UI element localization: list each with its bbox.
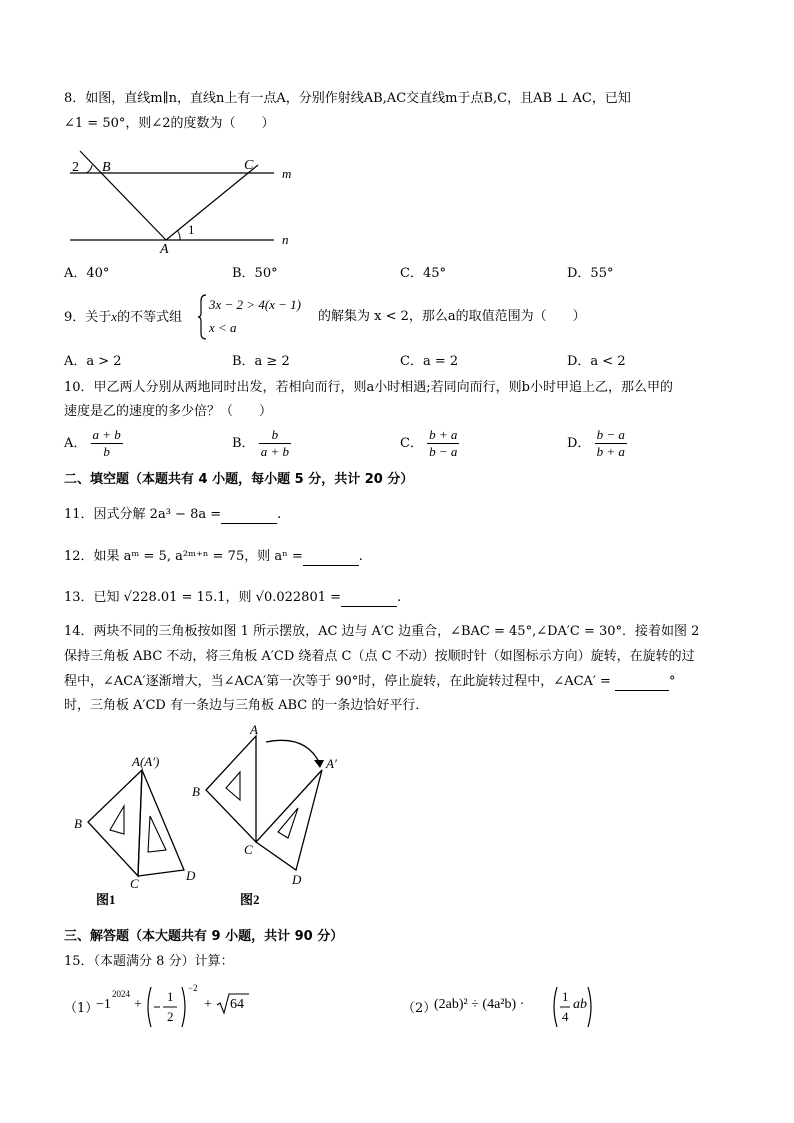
q14-text-line1: 14．两块不同的三角板按如图 1 所示摆放，AC 边与 A′C 边重合，∠BAC = 45°,∠DA′C = 30°．接着如图 2 bbox=[64, 624, 700, 639]
ray-ac bbox=[166, 165, 258, 240]
q8-figure bbox=[62, 145, 302, 257]
fig1-label-a: A(A′) bbox=[132, 754, 160, 769]
triangle-abc-fixed bbox=[206, 736, 256, 842]
q14-text-line4: 时，三角板 A′CD 有一条边与三角板 ABC 的一条边恰好平行． bbox=[64, 698, 429, 713]
angle1-arc bbox=[177, 230, 180, 240]
q10-option-a: A． $\frac{a + b}{b}$ bbox=[64, 427, 121, 459]
brace-icon bbox=[197, 293, 207, 341]
label-m: m bbox=[282, 166, 292, 181]
fig2-label-a2: A′ bbox=[326, 756, 337, 771]
fig2-caption: 图2 bbox=[240, 892, 260, 907]
q9-option-c: C．a = 2 bbox=[400, 354, 459, 369]
angle2-arc bbox=[86, 165, 92, 173]
q12: 12．如果 aᵐ = 5, a²ᵐ⁺ⁿ = 75，则 aⁿ = . bbox=[64, 549, 363, 564]
q14-blank bbox=[615, 676, 669, 691]
fig1-label-b: B bbox=[74, 816, 82, 831]
label-angle1: 1 bbox=[188, 222, 195, 237]
fig2-label-a: A bbox=[250, 722, 258, 737]
triangle-a2cd-rotated bbox=[256, 770, 322, 870]
q10-option-b: B． $\frac{b}{a + b}$ bbox=[232, 427, 289, 459]
label-b: B bbox=[102, 160, 111, 175]
q9-suffix: 的解集为 x < 2，那么a的取值范围为（ ） bbox=[318, 309, 586, 324]
q14-figure2 bbox=[186, 720, 366, 910]
label-c: C bbox=[244, 158, 254, 173]
q13: 13．已知 √228.01 = 15.1，则 √0.022801 = . bbox=[64, 590, 402, 605]
fig2-label-b: B bbox=[192, 784, 200, 799]
fig1-label-d: D bbox=[186, 868, 196, 883]
q10-option-c: C． $\frac{b + a}{b - a}$ bbox=[400, 427, 458, 459]
section3-title: 三、解答题（本大题共有 9 小题，共计 90 分） bbox=[64, 929, 344, 944]
rotation-arrow bbox=[266, 740, 320, 764]
q11: 11．因式分解 2a³ − 8a = . bbox=[64, 507, 282, 522]
label-n: n bbox=[282, 232, 289, 247]
cutout-4 bbox=[278, 808, 298, 838]
fig1-caption: 图1 bbox=[96, 892, 116, 907]
fig2-label-d: D bbox=[292, 872, 302, 887]
q9-option-d: D．a < 2 bbox=[567, 354, 626, 369]
q8-text-line1: 8．如图，直线m∥n，直线n上有一点A，分别作射线AB,AC交直线m于点B,C，且AB ⊥ AC，已知 bbox=[64, 91, 631, 106]
arrowhead-icon bbox=[314, 760, 324, 768]
q9-option-b: B．a ≥ 2 bbox=[232, 354, 290, 369]
q8-option-a: A．40° bbox=[64, 266, 110, 281]
q9-var: x bbox=[111, 309, 118, 324]
q9-text bbox=[64, 308, 182, 327]
label-angle2: 2 bbox=[72, 160, 79, 175]
q13-blank bbox=[341, 592, 397, 607]
q8-option-c: C．45° bbox=[400, 266, 446, 281]
cutout-3 bbox=[226, 772, 240, 800]
q14-text-line3: 程中，∠ACA′逐渐增大，当∠ACA′第一次等于 90°时，停止旋转，在此旋转过程中，∠ACA′ = ° bbox=[64, 674, 676, 689]
triangle-a2cd bbox=[138, 770, 184, 876]
q8-option-d: D．55° bbox=[567, 266, 614, 281]
q10-text-line2: 速度是乙的速度的多少倍？（ ） bbox=[64, 404, 273, 419]
ray-ab bbox=[80, 151, 166, 240]
q14-text-line2: 保持三角板 ABC 不动，将三角板 A′CD 绕着点 C（点 C 不动）按顺时针（如图标示方向）旋转，在旋转的过 bbox=[64, 649, 695, 664]
cutout-1 bbox=[110, 806, 124, 834]
q9-system bbox=[197, 293, 317, 341]
q9-prefix: 9．关于 bbox=[64, 310, 112, 325]
q8-option-b: B．50° bbox=[232, 266, 278, 281]
q10-option-d: D． $\frac{b - a}{b + a}$ bbox=[567, 427, 625, 459]
fig2-label-c: C bbox=[244, 842, 253, 857]
q8-text-line2: ∠1 = 50°，则∠2的度数为（ ） bbox=[64, 116, 275, 131]
q11-blank bbox=[221, 509, 277, 524]
q10-text-line1: 10．甲乙两人分别从两地同时出发，若相向而行，则a小时相遇;若同向而行，则b小时甲追上乙，那么甲的 bbox=[64, 380, 673, 395]
label-a: A bbox=[160, 242, 169, 257]
triangle-abc bbox=[88, 770, 142, 876]
q9-mid: 的不等式组 bbox=[117, 310, 183, 325]
q9-option-a: A．a > 2 bbox=[64, 354, 122, 369]
q12-blank bbox=[303, 551, 359, 566]
q9-system-line2: x < a bbox=[209, 320, 237, 335]
q9-system-line1: 3x − 2 > 4(x − 1) bbox=[209, 297, 302, 312]
paren-frac2-icon bbox=[550, 985, 594, 1029]
fig1-label-c: C bbox=[130, 876, 139, 891]
section2-title: 二、填空题（本题共有 4 小题，每小题 5 分，共计 20 分） bbox=[64, 472, 414, 487]
q15-title: 15．（本题满分 8 分）计算： bbox=[64, 954, 234, 969]
